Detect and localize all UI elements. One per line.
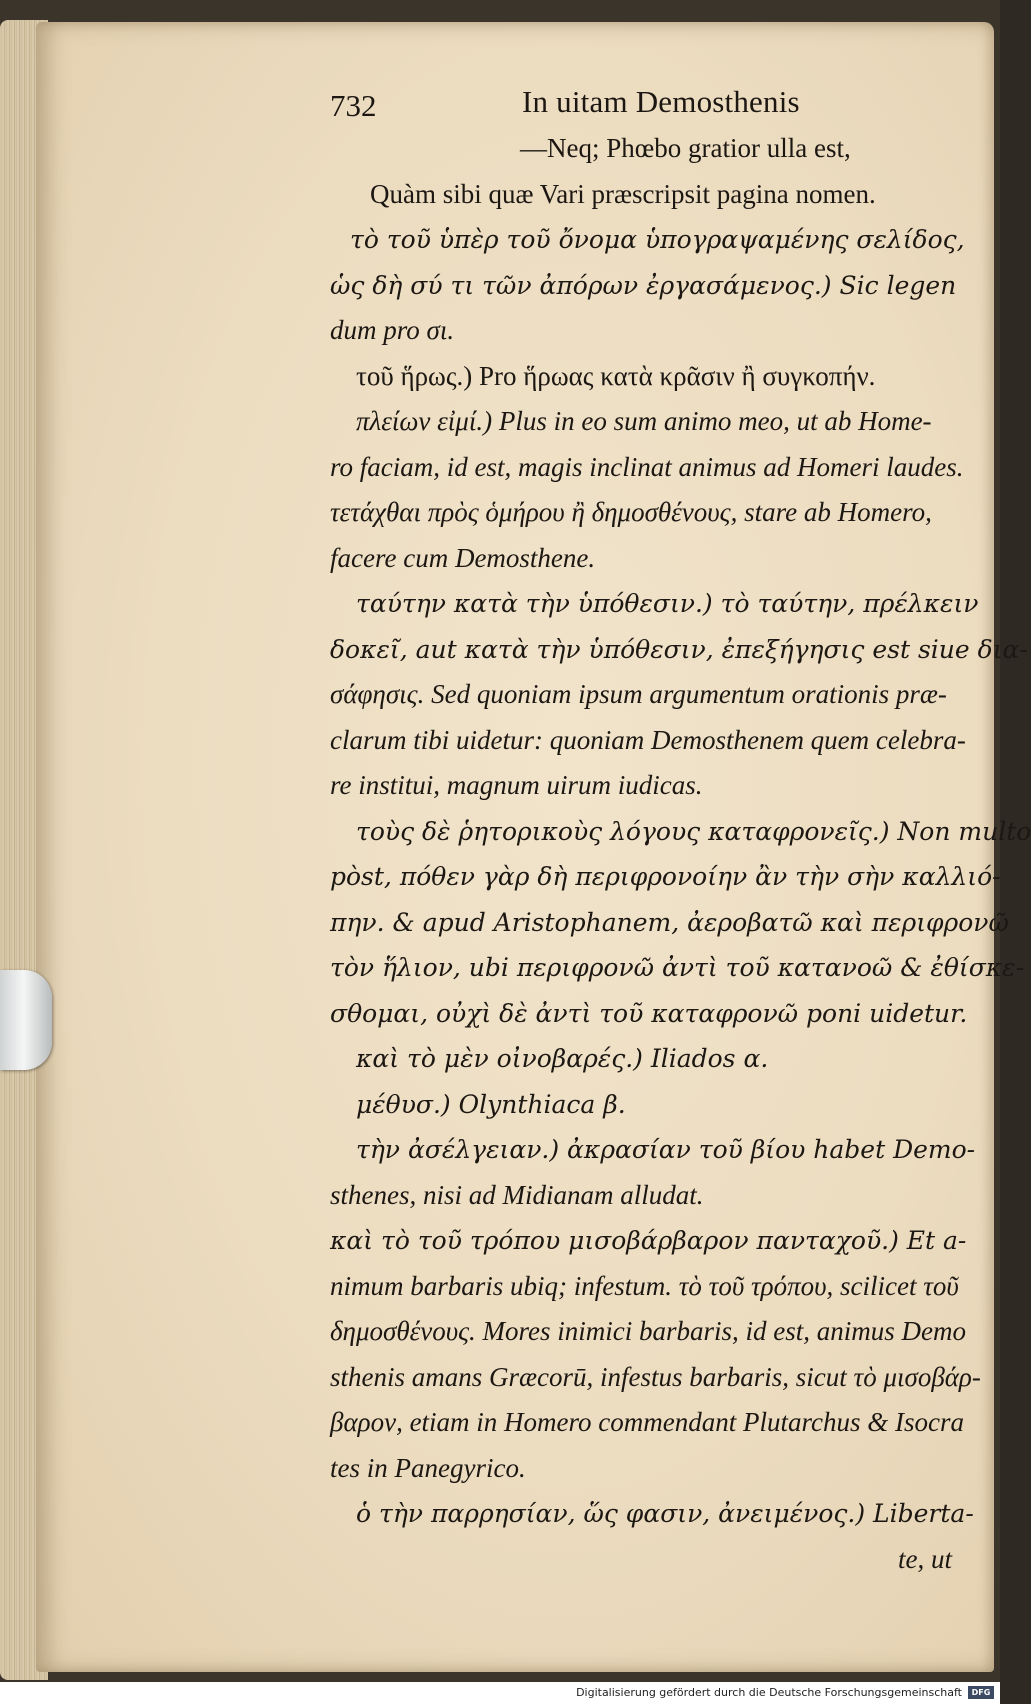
- text-line: tes in Panegyrico.: [330, 1452, 526, 1483]
- text-line: δημοσθένους. Mores inimici barbaris, id est, animus Demo: [330, 1316, 967, 1346]
- text-line: πην. & apud Aristophanem, ἀεροβατῶ καὶ περιφρονῶ: [330, 907, 1009, 937]
- running-header: [330, 80, 958, 126]
- text-line: τετάχθαι πρὸς ὁμήρου ἢ δημοσθένους, stare ab Homero,: [330, 497, 932, 527]
- digitization-footer: [0, 1682, 1000, 1704]
- text-line: ὡς δὴ σύ τι τῶν ἀπόρων ἐργασάμενος.) Sic legen: [330, 270, 957, 300]
- text-line: μέθυσ.) Olynthiaca β.: [356, 1089, 626, 1119]
- text-line: pòst, πόθεν γὰρ δὴ περιφρονοίην ἂν τὴν σὴν καλλιό-: [330, 862, 1001, 891]
- text-line: ὁ τὴν παρρησίαν, ὥς φασιν, ἀνειμένος.) Liberta-: [356, 1499, 974, 1528]
- text-line: re institui, magnum uirum iudicas.: [330, 770, 703, 800]
- text-line: te, ut: [898, 1543, 952, 1574]
- text-line: δοκεῖ, aut κατὰ τὴν ὑπόθεσιν, ἐπεξήγησις est siue δια-: [330, 634, 1028, 664]
- page-clip: [0, 970, 52, 1070]
- text-line: ταύτην κατὰ τὴν ὑπόθεσιν.) τὸ ταύτην, πρέλκειν: [356, 589, 979, 618]
- dfg-logo: DFG: [968, 1686, 994, 1699]
- text-line: τοὺς δὲ ῥητορικοὺς λόγους καταφρονεῖς.) Non multo: [356, 816, 1031, 846]
- text-line: dum pro σι.: [330, 315, 455, 345]
- text-line: βαρον, etiam in Homero commendant Plutarchus & Isocra: [330, 1407, 964, 1437]
- text-line: —Neq; Phœbo gratior ulla est,: [520, 133, 851, 163]
- page-number: 732: [330, 88, 377, 123]
- text-line: sthenis amans Græcorū, infestus barbaris, sicut τὸ μισοβάρ-: [330, 1361, 981, 1392]
- text-line: sthenes, nisi ad Midianam alludat.: [330, 1179, 704, 1210]
- text-line: τὴν ἀσέλγειαν.) ἀκρασίαν τοῦ βίου habet Demo-: [356, 1135, 976, 1164]
- text-line: Quàm sibi quæ Vari præscripsit pagina nomen.: [370, 178, 876, 209]
- text-line: τὸ τοῦ ὑπὲρ τοῦ ὄνομα ὑπογραψαμένης σελίδος,: [350, 225, 965, 254]
- text-line: καὶ τὸ τοῦ τρόπου μισοβάρβαρον πανταχοῦ.) Et a-: [330, 1226, 967, 1255]
- text-line: ro faciam, id est, magis inclinat animus ad Homeri laudes.: [330, 451, 964, 482]
- text-line: σθομαι, οὐχὶ δὲ ἀντὶ τοῦ καταφρονῶ poni uidetur.: [330, 998, 968, 1028]
- text-line: nimum barbaris ubiq; infestum. τὸ τοῦ τρόπου, scilicet τοῦ: [330, 1270, 959, 1301]
- running-title: In uitam Demosthenis: [522, 84, 800, 119]
- text-line: καὶ τὸ μὲν οἰνοβαρές.) Iliados α.: [356, 1044, 769, 1073]
- page-text: [330, 80, 1031, 1582]
- text-line: τοῦ ἥρως.) Pro ἥρωας κατὰ κρᾶσιν ἢ συγκοπήν.: [356, 360, 876, 391]
- text-line: σάφησις. Sed quoniam ipsum argumentum orationis præ-: [330, 679, 947, 709]
- text-line: clarum tibi uidetur: quoniam Demosthenem quem celebra-: [330, 724, 966, 755]
- text-line: facere cum Demosthene.: [330, 542, 596, 573]
- text-line: τὸν ἥλιον, ubi περιφρονῶ ἀντὶ τοῦ κατανοῶ & ἐθίσκε-: [330, 953, 1025, 982]
- footer-credit: Digitalisierung gefördert durch die Deutsche Forschungsgemeinschaft: [576, 1686, 962, 1699]
- text-line: πλείων εἰμί.) Plus in eo sum animo meo, ut ab Home-: [356, 406, 932, 436]
